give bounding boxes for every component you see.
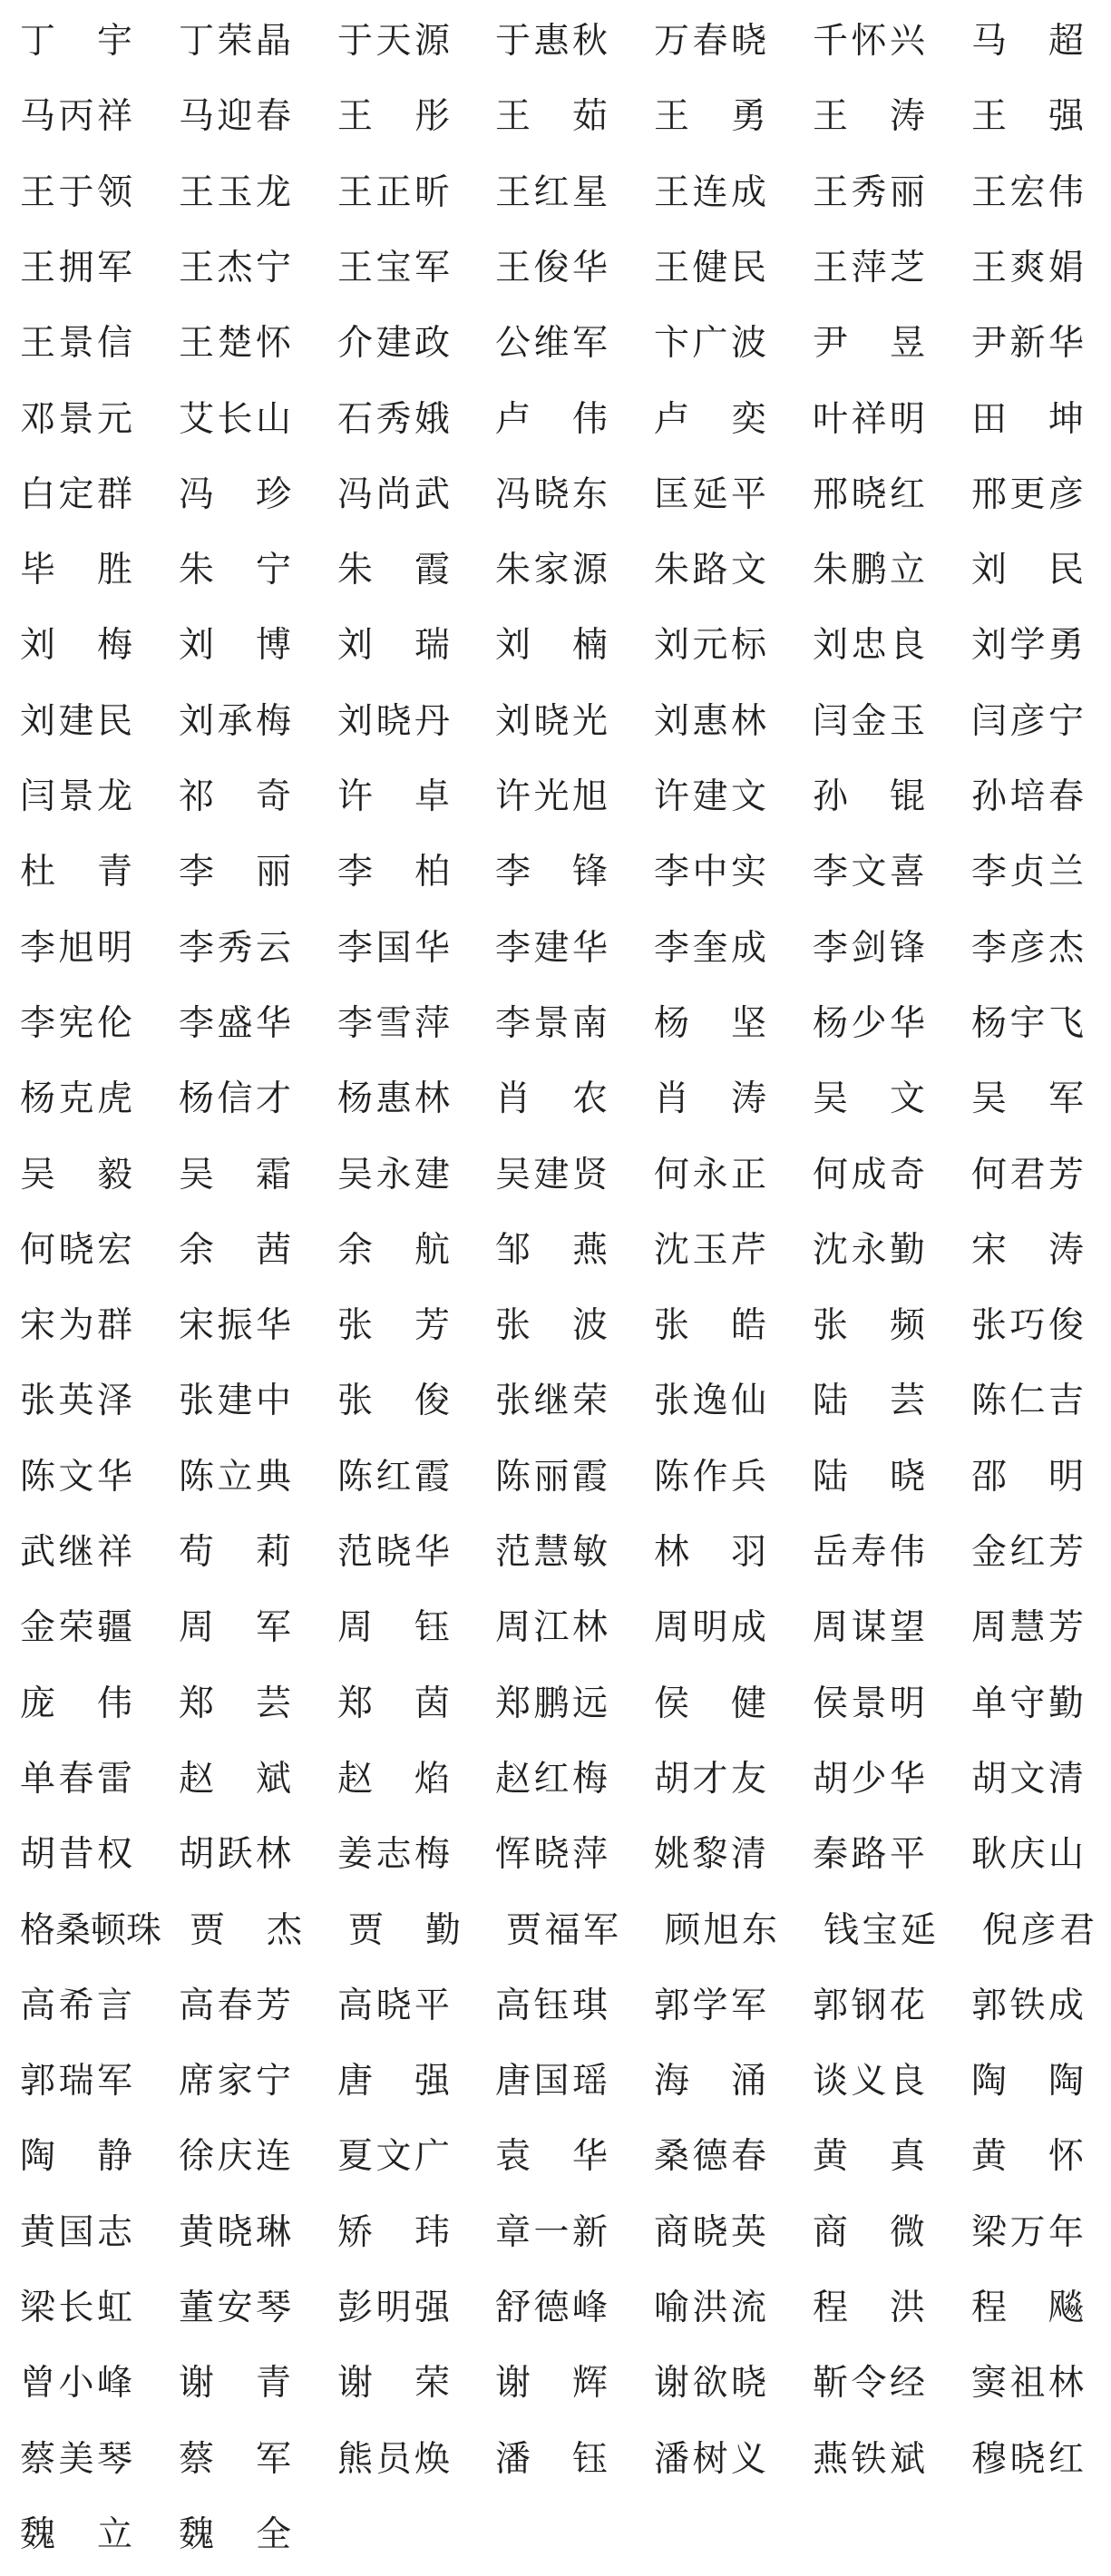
name-entry: 王连成 xyxy=(654,172,766,213)
name-entry: 夏文广 xyxy=(337,2136,450,2177)
name-entry: 沈玉芹 xyxy=(654,1230,766,1271)
name-entry: 武继祥 xyxy=(20,1532,132,1573)
name-entry: 谢 青 xyxy=(179,2363,291,2404)
name-entry: 吴 毅 xyxy=(20,1155,132,1195)
name-entry: 李彦杰 xyxy=(971,928,1084,969)
name-entry: 王 彤 xyxy=(337,96,450,137)
name-entry: 郭钢花 xyxy=(813,1986,925,2026)
name-entry: 恽晓萍 xyxy=(495,1834,608,1875)
name-entry: 杜 青 xyxy=(20,852,132,893)
name-entry: 张 俊 xyxy=(337,1381,450,1421)
name-entry: 王玉龙 xyxy=(179,172,291,213)
name-entry: 杨惠林 xyxy=(337,1078,450,1119)
name-entry: 郭学军 xyxy=(654,1986,766,2026)
name-entry: 曾小峰 xyxy=(20,2363,132,2404)
name-entry: 舒德峰 xyxy=(495,2288,608,2328)
name-entry: 钱宝延 xyxy=(824,1910,936,1951)
name-entry: 杨少华 xyxy=(813,1003,925,1044)
name-entry: 陶 陶 xyxy=(971,2061,1084,2102)
name-entry: 蔡美琴 xyxy=(20,2439,132,2480)
name-entry: 顾旭东 xyxy=(665,1910,777,1951)
name-entry: 张建中 xyxy=(179,1381,291,1421)
name-entry: 冯晓东 xyxy=(495,474,608,515)
name-entry: 邓景元 xyxy=(20,399,132,440)
name-entry: 卢 伟 xyxy=(495,399,608,440)
name-entry: 刘晓丹 xyxy=(337,701,450,742)
name-entry: 李国华 xyxy=(337,928,450,969)
name-entry: 潘树义 xyxy=(654,2439,766,2480)
name-entry: 郑 芸 xyxy=(179,1683,291,1724)
name-entry: 于天源 xyxy=(337,21,450,62)
name-entry: 马 超 xyxy=(971,21,1084,62)
name-entry: 梁万年 xyxy=(971,2212,1084,2253)
name-entry: 商 微 xyxy=(813,2212,925,2253)
name-entry: 宋振华 xyxy=(179,1305,291,1346)
name-entry: 李雪萍 xyxy=(337,1003,450,1044)
name-entry: 王 涛 xyxy=(813,96,925,137)
name-entry: 毕 胜 xyxy=(20,550,132,590)
name-entry: 王爽娟 xyxy=(971,248,1084,288)
name-entry: 庞 伟 xyxy=(20,1683,132,1724)
name-entry: 黄 怀 xyxy=(971,2136,1084,2177)
name-entry: 吴 文 xyxy=(813,1078,925,1119)
name-entry: 彭明强 xyxy=(337,2288,450,2328)
name-entry: 梁长虹 xyxy=(20,2288,132,2328)
name-entry: 张巧俊 xyxy=(971,1305,1084,1346)
name-entry: 陆 芸 xyxy=(813,1381,925,1421)
name-entry: 李文喜 xyxy=(813,852,925,893)
name-entry: 金荣疆 xyxy=(20,1607,132,1648)
name-entry: 李宪伦 xyxy=(20,1003,132,1044)
name-entry: 邢更彦 xyxy=(971,474,1084,515)
name-entry: 李旭明 xyxy=(20,928,132,969)
name-entry: 祁 奇 xyxy=(179,776,291,817)
name-entry: 胡才友 xyxy=(654,1759,766,1800)
name-entry: 耿庆山 xyxy=(971,1834,1084,1875)
name-entry: 赵红梅 xyxy=(495,1759,608,1800)
name-entry: 王秀丽 xyxy=(813,172,925,213)
name-entry: 胡跃林 xyxy=(179,1834,291,1875)
name-entry: 冯 珍 xyxy=(179,474,291,515)
name-entry: 董安琴 xyxy=(179,2288,291,2328)
name-entry: 窦祖林 xyxy=(971,2363,1084,2404)
name-entry: 叶祥明 xyxy=(813,399,925,440)
name-entry: 赵 斌 xyxy=(179,1759,291,1800)
name-entry: 范慧敏 xyxy=(495,1532,608,1573)
name-entry: 姜志梅 xyxy=(337,1834,450,1875)
name-entry: 王宝军 xyxy=(337,248,450,288)
name-entry: 秦路平 xyxy=(813,1834,925,1875)
name-entry: 侯 健 xyxy=(654,1683,766,1724)
name-entry: 冯尚武 xyxy=(337,474,450,515)
name-entry: 陈红霞 xyxy=(337,1457,450,1498)
name-entry: 杨宇飞 xyxy=(971,1003,1084,1044)
name-entry: 胡少华 xyxy=(813,1759,925,1800)
name-entry: 刘承梅 xyxy=(179,701,291,742)
name-entry: 席家宁 xyxy=(179,2061,291,2102)
name-entry: 刘忠良 xyxy=(813,625,925,666)
name-entry: 林 羽 xyxy=(654,1532,766,1573)
name-entry: 熊员焕 xyxy=(337,2439,450,2480)
name-entry: 李建华 xyxy=(495,928,608,969)
name-entry: 周明成 xyxy=(654,1607,766,1648)
name-entry: 王楚怀 xyxy=(179,323,291,364)
name-entry: 朱鹏立 xyxy=(813,550,925,590)
name-entry: 燕铁斌 xyxy=(813,2439,925,2480)
name-entry: 李盛华 xyxy=(179,1003,291,1044)
name-entry: 谢 荣 xyxy=(337,2363,450,2404)
name-entry: 魏 全 xyxy=(179,2514,291,2555)
name-entry: 邹 燕 xyxy=(495,1230,608,1271)
name-entry: 许建文 xyxy=(654,776,766,817)
name-entry: 徐庆连 xyxy=(179,2136,291,2177)
name-entry: 张 频 xyxy=(813,1305,925,1346)
name-entry: 程 洪 xyxy=(813,2288,925,2328)
name-entry: 李 柏 xyxy=(337,852,450,893)
name-entry: 丁荣晶 xyxy=(179,21,291,62)
name-entry: 郭铁成 xyxy=(971,1986,1084,2026)
name-entry: 郭瑞军 xyxy=(20,2061,132,2102)
name-entry: 谈义良 xyxy=(813,2061,925,2102)
name-entry: 胡昔权 xyxy=(20,1834,132,1875)
name-entry: 贾 勤 xyxy=(348,1910,461,1951)
name-entry: 范晓华 xyxy=(337,1532,450,1573)
name-entry: 桑德春 xyxy=(654,2136,766,2177)
name-entry: 于惠秋 xyxy=(495,21,608,62)
name-entry: 许光旭 xyxy=(495,776,608,817)
name-entry: 宋 涛 xyxy=(971,1230,1084,1271)
name-entry: 王杰宁 xyxy=(179,248,291,288)
name-entry: 吴建贤 xyxy=(495,1155,608,1195)
name-entry: 邵 明 xyxy=(971,1457,1084,1498)
name-entry: 石秀娥 xyxy=(337,399,450,440)
name-entry: 刘 民 xyxy=(971,550,1084,590)
name-entry: 赵 焰 xyxy=(337,1759,450,1800)
name-entry: 王宏伟 xyxy=(971,172,1084,213)
name-entry: 倪彦君 xyxy=(982,1910,1095,1951)
name-entry: 孙培春 xyxy=(971,776,1084,817)
name-entry: 郑 茵 xyxy=(337,1683,450,1724)
name-entry: 马丙祥 xyxy=(20,96,132,137)
name-entry: 周慧芳 xyxy=(971,1607,1084,1648)
name-entry: 李贞兰 xyxy=(971,852,1084,893)
name-entry: 李景南 xyxy=(495,1003,608,1044)
name-entry: 丁 宇 xyxy=(20,21,132,62)
name-entry: 孙 锟 xyxy=(813,776,925,817)
name-entry: 王 勇 xyxy=(654,96,766,137)
name-entry: 闫金玉 xyxy=(813,701,925,742)
name-entry: 许 卓 xyxy=(337,776,450,817)
name-entry: 闫景龙 xyxy=(20,776,132,817)
name-entry: 周 钰 xyxy=(337,1607,450,1648)
name-entry: 尹 昱 xyxy=(813,323,925,364)
name-entry: 陶 静 xyxy=(20,2136,132,2177)
name-entry: 黄晓琳 xyxy=(179,2212,291,2253)
name-entry: 单春雷 xyxy=(20,1759,132,1800)
name-entry: 杨 坚 xyxy=(654,1003,766,1044)
name-entry: 匡延平 xyxy=(654,474,766,515)
name-entry: 魏 立 xyxy=(20,2514,132,2555)
name-entry: 靳令经 xyxy=(813,2363,925,2404)
name-entry: 章一新 xyxy=(495,2212,608,2253)
name-entry: 贾 杰 xyxy=(190,1910,302,1951)
name-entry: 马迎春 xyxy=(179,96,291,137)
name-entry: 张 皓 xyxy=(654,1305,766,1346)
name-entry: 刘 博 xyxy=(179,625,291,666)
name-entry: 何永正 xyxy=(654,1155,766,1195)
name-entry: 李 丽 xyxy=(179,852,291,893)
name-entry: 王 茹 xyxy=(495,96,608,137)
name-entry: 朱 宁 xyxy=(179,550,291,590)
name-entry: 贾福军 xyxy=(506,1910,619,1951)
name-entry: 王俊华 xyxy=(495,248,608,288)
name-entry: 黄 真 xyxy=(813,2136,925,2177)
name-entry: 王健民 xyxy=(654,248,766,288)
name-entry: 陆 晓 xyxy=(813,1457,925,1498)
name-entry: 陈文华 xyxy=(20,1457,132,1498)
name-entry: 谢 辉 xyxy=(495,2363,608,2404)
name-entry: 沈永勤 xyxy=(813,1230,925,1271)
name-entry: 李奎成 xyxy=(654,928,766,969)
name-entry: 刘元标 xyxy=(654,625,766,666)
name-entry: 刘晓光 xyxy=(495,701,608,742)
name-entry: 张英泽 xyxy=(20,1381,132,1421)
name-entry: 吴 军 xyxy=(971,1078,1084,1119)
name-entry: 刘学勇 xyxy=(971,625,1084,666)
name-entry: 胡文清 xyxy=(971,1759,1084,1800)
name-entry: 王红星 xyxy=(495,172,608,213)
name-entry: 肖 农 xyxy=(495,1078,608,1119)
name-entry: 刘 梅 xyxy=(20,625,132,666)
name-entry: 何晓宏 xyxy=(20,1230,132,1271)
name-entry: 李中实 xyxy=(654,852,766,893)
name-entry: 商晓英 xyxy=(654,2212,766,2253)
name-entry: 李秀云 xyxy=(179,928,291,969)
name-entry: 朱家源 xyxy=(495,550,608,590)
name-entry: 尹新华 xyxy=(971,323,1084,364)
name-entry: 海 涌 xyxy=(654,2061,766,2102)
name-entry: 王拥军 xyxy=(20,248,132,288)
name-entry: 李剑锋 xyxy=(813,928,925,969)
name-entry: 余 茜 xyxy=(179,1230,291,1271)
name-entry: 周江林 xyxy=(495,1607,608,1648)
name-entry: 吴 霜 xyxy=(179,1155,291,1195)
name-entry: 介建政 xyxy=(337,323,450,364)
name-entry: 高钰琪 xyxy=(495,1986,608,2026)
name-entry: 张 芳 xyxy=(337,1305,450,1346)
name-entry: 唐 强 xyxy=(337,2061,450,2102)
name-entry: 余 航 xyxy=(337,1230,450,1271)
name-entry: 王于领 xyxy=(20,172,132,213)
name-entry: 万春晓 xyxy=(654,21,766,62)
name-entry: 王萍芝 xyxy=(813,248,925,288)
name-entry: 高春芳 xyxy=(179,1986,291,2026)
name-entry: 袁 华 xyxy=(495,2136,608,2177)
name-entry: 王景信 xyxy=(20,323,132,364)
name-entry: 格桑顿珠 xyxy=(20,1910,162,1951)
name-entry: 穆晓红 xyxy=(971,2439,1084,2480)
name-entry: 张逸仙 xyxy=(654,1381,766,1421)
name-entry: 卞广波 xyxy=(654,323,766,364)
name-entry: 高晓平 xyxy=(337,1986,450,2026)
name-entry: 刘建民 xyxy=(20,701,132,742)
name-entry: 艾长山 xyxy=(179,399,291,440)
name-entry: 何君芳 xyxy=(971,1155,1084,1195)
name-entry: 吴永建 xyxy=(337,1155,450,1195)
name-entry: 苟 莉 xyxy=(179,1532,291,1573)
name-entry: 张 波 xyxy=(495,1305,608,1346)
name-entry: 侯景明 xyxy=(813,1683,925,1724)
name-entry: 程 飚 xyxy=(971,2288,1084,2328)
name-entry: 王正昕 xyxy=(337,172,450,213)
name-entry: 陈立典 xyxy=(179,1457,291,1498)
name-entry: 刘惠林 xyxy=(654,701,766,742)
name-entry: 闫彦宁 xyxy=(971,701,1084,742)
name-entry: 蔡 军 xyxy=(179,2439,291,2480)
name-entry: 高希言 xyxy=(20,1986,132,2026)
name-entry: 陈丽霞 xyxy=(495,1457,608,1498)
name-entry: 喻洪流 xyxy=(654,2288,766,2328)
name-entry: 金红芳 xyxy=(971,1532,1084,1573)
name-entry: 肖 涛 xyxy=(654,1078,766,1119)
name-entry: 郑鹏远 xyxy=(495,1683,608,1724)
name-entry: 单守勤 xyxy=(971,1683,1084,1724)
name-entry: 周 军 xyxy=(179,1607,291,1648)
name-entry: 邢晓红 xyxy=(813,474,925,515)
name-entry: 何成奇 xyxy=(813,1155,925,1195)
name-entry: 陈作兵 xyxy=(654,1457,766,1498)
name-entry: 千怀兴 xyxy=(813,21,925,62)
name-entry: 潘 钰 xyxy=(495,2439,608,2480)
name-entry: 卢 奕 xyxy=(654,399,766,440)
name-entry: 周谋望 xyxy=(813,1607,925,1648)
name-entry: 黄国志 xyxy=(20,2212,132,2253)
name-entry: 姚黎清 xyxy=(654,1834,766,1875)
name-entry: 杨克虎 xyxy=(20,1078,132,1119)
name-entry: 朱路文 xyxy=(654,550,766,590)
name-entry: 谢欲晓 xyxy=(654,2363,766,2404)
name-entry: 公维军 xyxy=(495,323,608,364)
name-entry: 王 强 xyxy=(971,96,1084,137)
name-entry: 刘 瑞 xyxy=(337,625,450,666)
name-entry: 白定群 xyxy=(20,474,132,515)
name-entry: 陈仁吉 xyxy=(971,1381,1084,1421)
name-entry: 唐国瑶 xyxy=(495,2061,608,2102)
name-entry: 刘 楠 xyxy=(495,625,608,666)
name-entry: 朱 霞 xyxy=(337,550,450,590)
name-entry: 宋为群 xyxy=(20,1305,132,1346)
name-entry: 田 坤 xyxy=(971,399,1084,440)
name-entry: 杨信才 xyxy=(179,1078,291,1119)
name-entry: 岳寿伟 xyxy=(813,1532,925,1573)
name-entry: 矫 玮 xyxy=(337,2212,450,2253)
name-entry: 李 锋 xyxy=(495,852,608,893)
name-entry: 张继荣 xyxy=(495,1381,608,1421)
